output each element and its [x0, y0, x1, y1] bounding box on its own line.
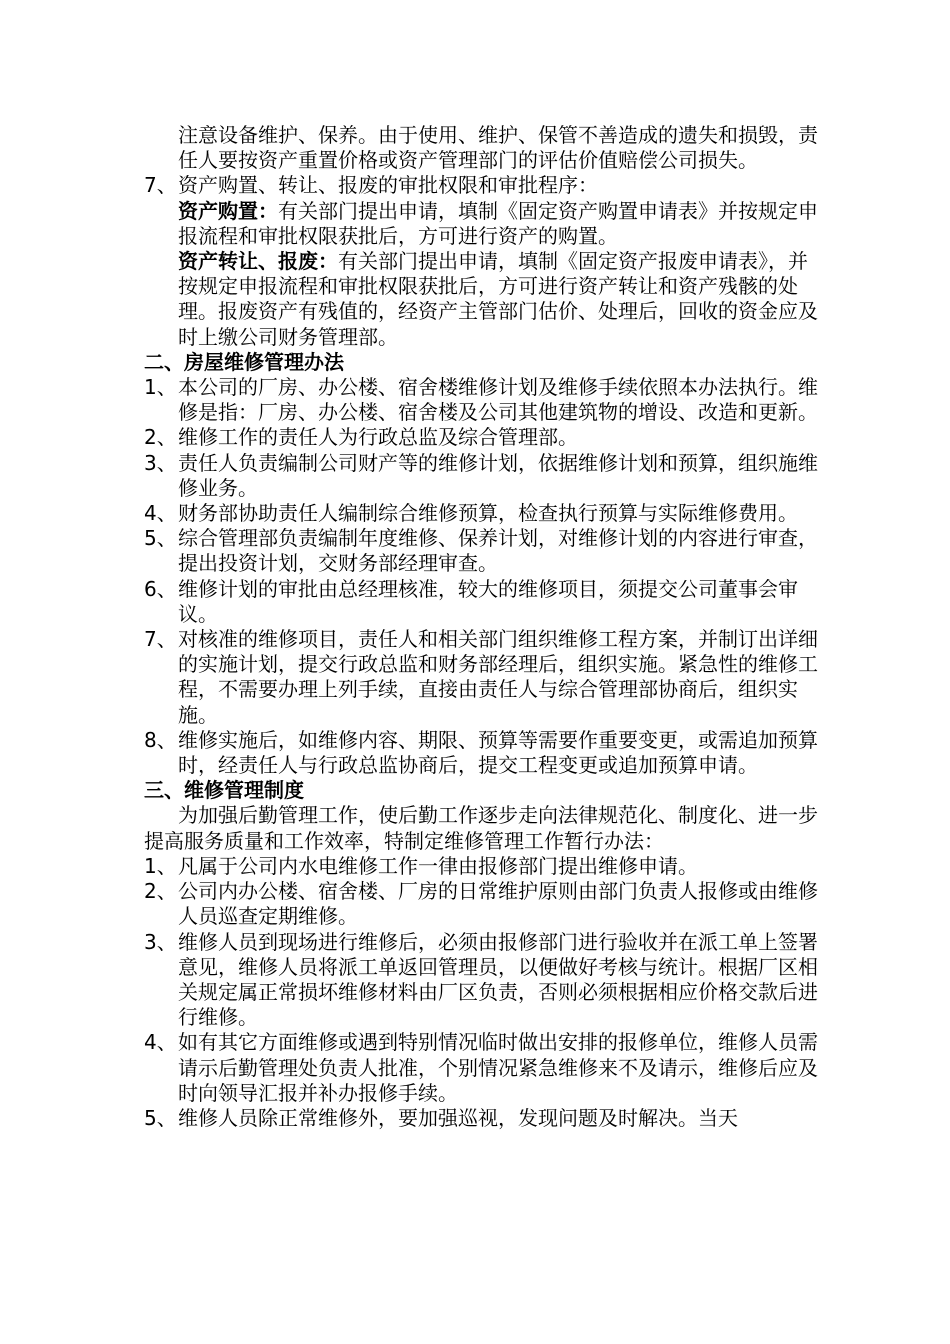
- item-number: 7、: [144, 627, 177, 652]
- item-text: 公司内办公楼、宿舍楼、厂房的日常维护原则由部门负责人报修或由维修人员巡查定期维修。: [178, 879, 818, 929]
- item-text: 维修实施后，如维修内容、期限、预算等需要作重要变更，或需追加预算时，经责任人与行政总监协商后，提交工程变更或追加预算申请。: [178, 727, 818, 778]
- item-text: 资产购置、转让、报废的审批权限和审批程序：: [178, 173, 598, 198]
- item-number: 4、: [144, 501, 177, 526]
- item-number: 5、: [144, 1105, 177, 1130]
- asset-transfer-text: 有关部门提出申请，填制《固定资产报废申请表》，并按规定申报流程和审批权限获批后，方可进行资产转让和资产残骸的处理。报废资产有残值的，经资产主管部门估价、处理后，回收的资金应及时上缴公司财务管理部。: [178, 249, 818, 349]
- intro-paragraph: 为加强后勤管理工作，使后勤工作逐步走向法律规范化、制度化、进一步提高服务质量和工作效率，特制定维修管理工作暂行办法：: [144, 803, 818, 853]
- item-text: 维修工作的责任人为行政总监及综合管理部。: [178, 425, 578, 450]
- item-text: 综合管理部负责编制年度维修、保养计划，对维修计划的内容进行审查，提出投资计划，交财务部经理审查。: [178, 526, 818, 576]
- item-number: 4、: [144, 1030, 177, 1055]
- item-number: 7、: [144, 173, 177, 198]
- continuation-paragraph: 注意设备维护、保养。由于使用、维护、保管不善造成的遗失和损毁，责任人要按资产重置价格或资产管理部门的评估价值赔偿公司损失。: [178, 123, 818, 173]
- item-text: 维修人员到现场进行维修后，必须由报修部门进行验收并在派工单上签署意见，维修人员将派工单返回管理员，以便做好考核与统计。根据厂区相关规定属正常损坏维修材料由厂区负责，否则必须根据相应价格交款后进行维修。: [178, 929, 818, 1030]
- list-item: [144, 930, 824, 1031]
- list-item: [144, 451, 824, 501]
- item-number: 2、: [144, 879, 177, 904]
- list-item: [144, 375, 824, 425]
- list-item: [144, 854, 824, 879]
- list-item: [144, 1106, 824, 1131]
- document-body: [144, 123, 824, 1131]
- item-text: 责任人负责编制公司财产等的维修计划，依据维修计划和预算，组织施维修业务。: [178, 450, 818, 500]
- item-number: 2、: [144, 425, 177, 450]
- item-number: 1、: [144, 375, 177, 400]
- section-heading: 二、房屋维修管理办法: [144, 349, 344, 374]
- item-text: 本公司的厂房、办公楼、宿舍楼维修计划及维修手续依照本办法执行。维修是指：厂房、办公楼、宿舍楼及公司其他建筑物的增设、改造和更新。: [178, 375, 818, 425]
- asset-purchase-label: 资产购置：: [178, 198, 278, 223]
- list-item: [144, 879, 824, 929]
- item-text: 维修计划的审批由总经理核准，较大的维修项目，须提交公司董事会审议。: [178, 576, 798, 626]
- section-heading: 三、维修管理制度: [144, 778, 304, 803]
- item-text: 财务部协助责任人编制综合维修预算，检查执行预算与实际维修费用。: [178, 501, 798, 526]
- item-number: 1、: [144, 853, 177, 878]
- list-item: [144, 173, 824, 349]
- item-text: 凡属于公司内水电维修工作一律由报修部门提出维修申请。: [178, 853, 698, 878]
- list-item: [144, 425, 824, 450]
- list-item: [144, 728, 824, 778]
- item-text: 如有其它方面维修或遇到特别情况临时做出安排的报修单位，维修人员需请示后勤管理处负责人批准，个别情况紧急维修来不及请示，维修后应及时向领导汇报并补办报修手续。: [178, 1030, 818, 1105]
- item-number: 5、: [144, 526, 177, 551]
- list-item: [144, 1030, 824, 1106]
- item-number: 8、: [144, 727, 177, 752]
- list-item: [144, 627, 824, 728]
- item-text: 对核准的维修项目，责任人和相关部门组织维修工程方案，并制订出详细的实施计划，提交行政总监和财务部经理后，组织实施。紧急性的维修工程，不需要办理上列手续，直接由责任人与综合管理部协商后，组织实施。: [178, 627, 818, 727]
- asset-purchase-text: 有关部门提出申请，填制《固定资产购置申请表》并按规定申报流程和审批权限获批后，方可进行资产的购置。: [178, 198, 818, 248]
- asset-purchase-paragraph: [178, 199, 824, 249]
- list-item: [144, 501, 824, 526]
- list-item: [144, 577, 824, 627]
- section3-list: [144, 854, 824, 1131]
- asset-transfer-label: 资产转让、报废：: [178, 249, 338, 274]
- asset-transfer-paragraph: [178, 249, 824, 350]
- item-number: 6、: [144, 576, 177, 601]
- item-number: 3、: [144, 929, 177, 954]
- list-item: [144, 526, 824, 576]
- item-number: 3、: [144, 450, 177, 475]
- section2-list: [144, 375, 824, 778]
- item-body: [178, 173, 824, 349]
- item-text: 维修人员除正常维修外，要加强巡视，发现问题及时解决。当天: [178, 1105, 738, 1130]
